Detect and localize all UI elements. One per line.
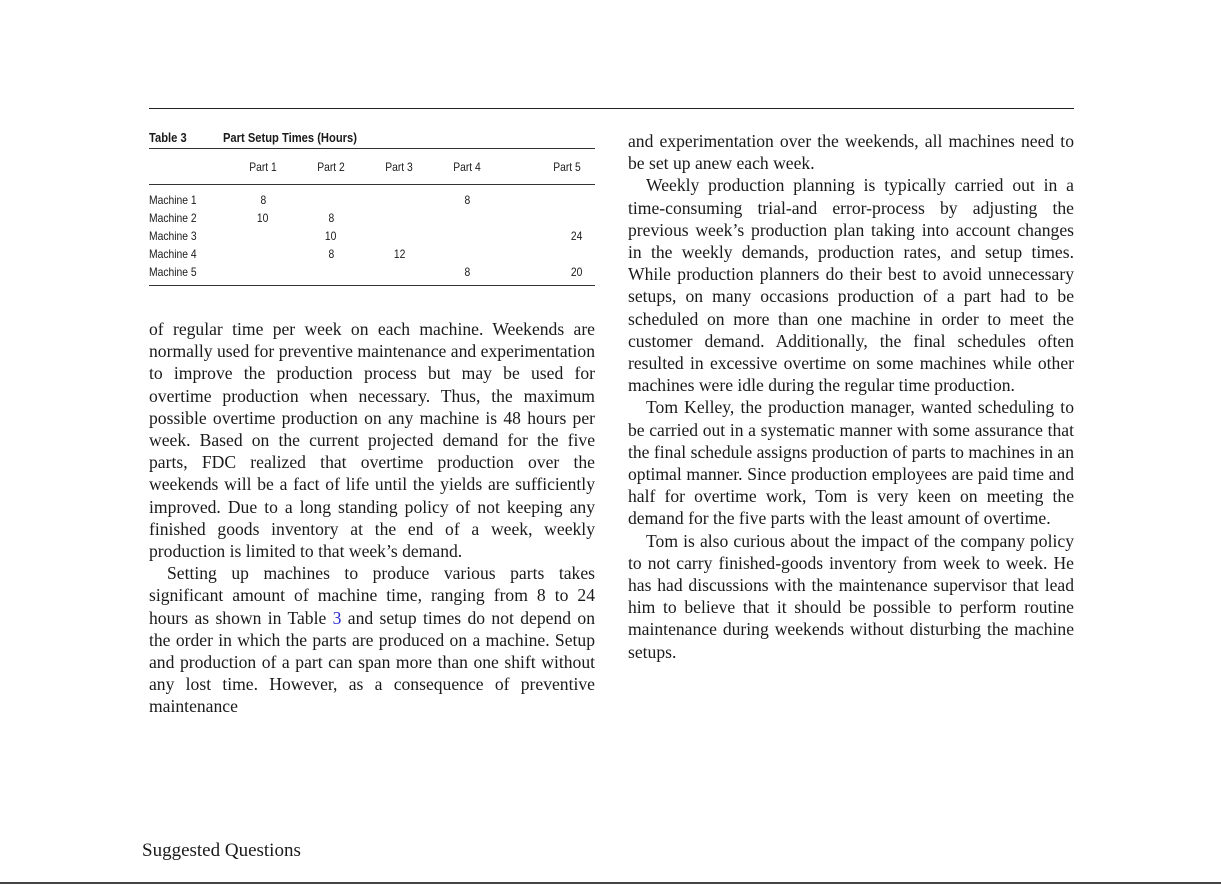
table-cell [229,263,297,286]
table-cell: 10 [325,229,337,243]
paragraph: Tom Kelley, the production manager, wanted scheduling to be carried out in a systematic manner with some assurance that the final schedule assigns production of parts to machines in an optimal manner. Since production employees are paid time and half for overtime work, Tom is very keen on meeting the demand for the five parts with the least amount of overtime. [628,397,1074,529]
table-cell: 8 [464,193,471,207]
table-cell: Machine 3 [149,229,197,243]
table-header-cell: Part 3 [385,159,413,174]
table-cell [433,245,501,263]
table-cell: Machine 5 [149,265,197,279]
table-number: Table 3 [149,130,187,145]
table-header-cell: Part 4 [453,159,482,174]
table-cell: 12 [393,247,405,261]
paragraph: Setting up machines to produce various parts takes significant amount of machine time, ranging from 8 to 24 hours as shown in Table 3 and setup times do not depend on the order in which the parts are produced on a machine. Setup and production of a part can span more than one shift without any lost time. However, as a consequence of preventive maintenance [149,563,595,717]
left-column [149,128,595,718]
table-cell [433,227,501,245]
table-cell: Machine 1 [149,193,197,207]
table-cell [365,209,433,227]
table-cell [229,227,297,245]
paragraph: and experimentation over the weekends, all machines need to be set up anew each week. [628,131,1074,174]
header-rule [149,108,1074,109]
table-row [149,185,595,210]
table-row [149,227,595,245]
table-header-cell [149,149,229,185]
table-row [149,245,595,263]
table-cell: 20 [570,265,583,279]
setup-times-table [149,148,595,286]
table-cell [501,209,595,227]
table-cell [229,245,297,263]
table-title: Part Setup Times (Hours) [222,130,357,145]
table-cell [365,263,433,286]
table-cell [501,245,595,263]
table-caption [149,128,533,148]
table-reference-link[interactable]: 3 [332,607,342,628]
table-cell: 8 [464,265,471,279]
table-cell: 10 [257,211,269,225]
table-cell: 8 [328,211,335,225]
table-cell [501,185,595,210]
table-row [149,263,595,286]
table-cell: 8 [328,247,335,261]
paragraph: Weekly production planning is typically carried out in a time-consuming trial-and error-process by adjusting the previous week’s production plan taking into account changes in the weekly demands, production rates, and setup times. While production planners do their best to avoid unnecessary setups, on many occasions production of a part had to be scheduled on more than one machine in order to meet the customer demand. Additionally, the final schedules often resulted in excessive overtime on some machines while other machines were idle during the regular time production. [628,175,1074,396]
table-row [149,209,595,227]
suggested-questions-label[interactable]: Suggested Questions [142,840,301,861]
table-cell [297,263,365,286]
table-cell: Machine 4 [149,247,197,261]
left-body-text [149,318,595,718]
table-header-cell: Part 5 [553,159,581,174]
table-cell [365,185,433,210]
table-cell [297,185,365,210]
paragraph: Tom is also curious about the impact of the company policy to not carry finished-goods inventory from week to week. He has had discussions with the maintenance supervisor that lead him to believe that it should be possible to perform routine maintenance during weekends without disturbing the machine setups. [628,530,1074,662]
table-cell: Machine 2 [149,211,197,225]
paragraph: of regular time per week on each machine. Weekends are normally used for preventive maintenance and experimentation to improve the production process but may be used for overtime production when necessary. Thus, the maximum possible overtime production on any machine is 48 hours per week. Based on the current projected demand for the five parts, FDC realized that overtime production over the weekends will be a fact of life until the yields are sufficiently improved. Due to a long standing policy of not keeping any finished goods inventory at the end of a week, weekly production is limited to that week’s demand. [149,319,595,562]
table-cell [365,227,433,245]
table-header-cell: Part 1 [249,159,277,174]
table-header-cell: Part 2 [317,159,345,174]
table-cell: 24 [570,229,583,243]
table-header-row [149,149,595,185]
table-cell: 8 [260,193,266,207]
bottom-rule [0,882,1221,884]
right-column [628,130,1074,663]
table-cell [433,209,501,227]
